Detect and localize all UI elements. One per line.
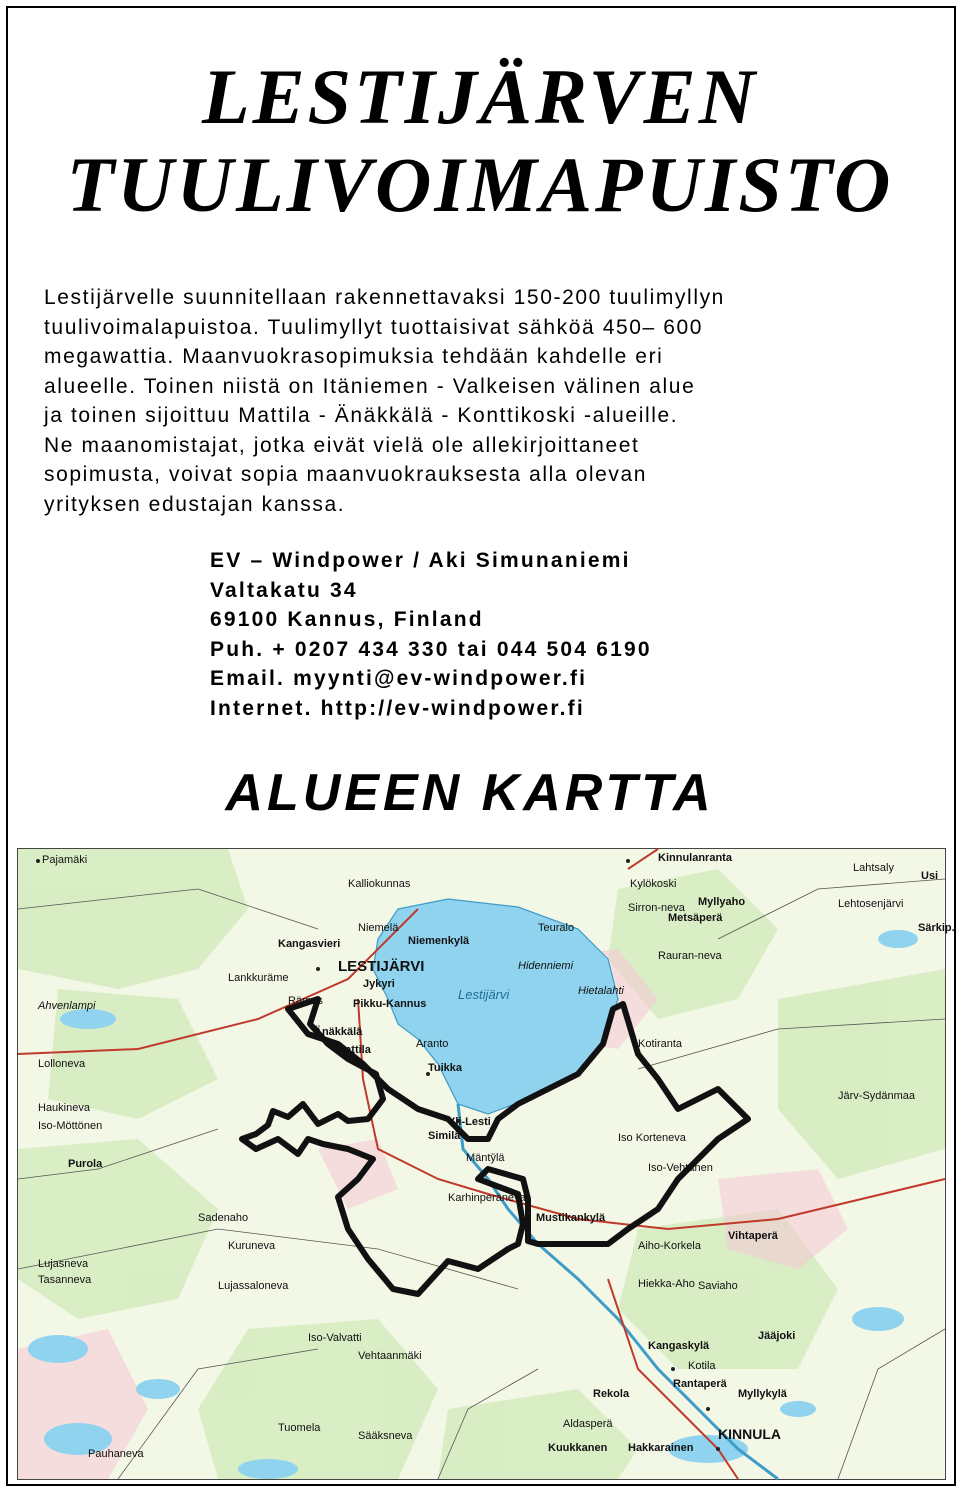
contact-block [210, 546, 652, 723]
contact-phone: Puh. + 0207 434 330 tai 044 504 6190 [210, 637, 652, 661]
map-label-yliesti: Yli-Lesti [448, 1116, 491, 1128]
map-title: ALUEEN KARTTA [225, 764, 715, 822]
map-label-hiekkaaho: Hiekka-Aho [638, 1278, 695, 1290]
map-label-pikkukannus: Pikku-Kannus [353, 998, 427, 1010]
map-canvas [18, 849, 955, 1479]
title-line-1: LESTIJÄRVEN [201, 53, 759, 140]
map-label-jarvsydanmaa: Järv-Sydänmaa [838, 1090, 916, 1102]
map-label-raurannevä: Rauran-neva [658, 950, 722, 962]
map-label-anakkala: Änäkkälä [314, 1026, 363, 1038]
contact-internet[interactable]: Internet. http://ev-windpower.fi [210, 696, 585, 720]
map-label-lujasneva: Lujasneva [38, 1258, 89, 1270]
map-label-kylkoski: Kylökoski [630, 878, 677, 890]
map-label-rekola: Rekola [593, 1388, 630, 1400]
map-label-purola: Purola [68, 1158, 103, 1170]
map-label-lestijarvi-lake: Lestijärvi [458, 987, 510, 1002]
map-label-hietalahti: Hietalahti [578, 985, 624, 997]
map-label-lestijarvi: LESTIJÄRVI [338, 958, 425, 975]
map-label-isomottonen: Iso-Möttönen [38, 1120, 103, 1132]
map-label-karhinperaneva: Karhinperäneva [448, 1192, 526, 1204]
intro-paragraph: Lestijärvelle suunnitellaan rakennettavaksi 150-200 tuulimyllyn tuulivoimalapuistoa. Tuulimyllyt tuottaisivat sähköä 450– 600 megawattia. Maanvuokrasopimuksia tehdään kahdelle eri alueelle. Toinen niistä on Itäniemen - Valkeisen välinen alue ja toinen sijoittuu Mattila - Änäkkälä - Konttikoski -alueille. Ne maanomistajat, jotka eivät vielä ole allekirjoittaneet sopimusta, voivat sopia maanvuokrauksesta alla olevan yrityksen edustajan kanssa. [44, 286, 725, 516]
map-label-lujassaloneva: Lujassaloneva [218, 1280, 289, 1292]
area-map [17, 848, 955, 1480]
map-label-aranto: Aranto [416, 1038, 449, 1050]
map-label-myllykyla: Myllykylä [738, 1388, 787, 1400]
map-label-saviaho: Saviaho [698, 1280, 738, 1292]
map-label-lehtosenjarvi: Lehtosenjärvi [838, 898, 904, 910]
map-label-kotiranta: Kotiranta [638, 1038, 683, 1050]
map-label-metsapera: Metsäperä [668, 912, 723, 924]
map-label-jaajoki: Jääjoki [758, 1330, 796, 1342]
map-label-rames: Rämes [288, 995, 323, 1007]
map-label-vihtapera: Vihtaperä [728, 1230, 778, 1242]
map-label-rantapera: Rantaperä [673, 1378, 727, 1390]
map-label-mustikankyla: Mustikankylä [536, 1212, 606, 1224]
map-label-sirronneva: Sirron-neva [628, 902, 685, 914]
contact-city: 69100 Kannus, Finland [210, 608, 484, 631]
map-label-usi: Usi [921, 870, 939, 882]
map-label-myllyaho: Myllyaho [698, 896, 746, 908]
map-label-lankkurame: Lankkuräme [228, 972, 289, 984]
map-label-haukineva: Haukineva [38, 1102, 90, 1114]
map-label-kangasvieri: Kangasvieri [278, 938, 341, 950]
map-label-hidenniemi: Hidenniemi [518, 960, 574, 972]
map-label-sadenaho: Sadenaho [198, 1212, 249, 1224]
map-label-tuomela: Tuomela [278, 1422, 321, 1434]
map-label-ahvenlampi: Ahvenlampi [38, 1000, 96, 1012]
map-label-tasanneva: Tasanneva [38, 1274, 92, 1286]
map-label-aldaspera: Aldasperä [563, 1418, 613, 1430]
map-label-kotila: Kotila [688, 1360, 716, 1372]
map-label-pajamaki: Pajamäki [42, 854, 88, 866]
map-label-niemela: Niemelä [358, 922, 399, 934]
map-label-kangaskyla: Kangaskylä [648, 1340, 710, 1352]
map-label-niemenkyla: Niemenkylä [408, 935, 470, 947]
map-label-mattila: Mattila [336, 1044, 371, 1056]
title-line-2: TUULIVOIMAPUISTO [66, 141, 894, 228]
map-label-simila: Similä [428, 1130, 461, 1142]
map-label-vehtaanmaki: Vehtaanmäki [358, 1350, 422, 1362]
contact-company: EV – Windpower / Aki Simunaniemi [210, 549, 631, 572]
map-label-isovalvatti: Iso-Valvatti [308, 1332, 362, 1344]
map-label-kuruneva: Kuruneva [228, 1240, 276, 1252]
map-label-kinnula: KINNULA [718, 1426, 781, 1442]
map-label-aihokorkela: Aiho-Korkela [638, 1240, 701, 1252]
map-label-hakkarainen: Hakkarainen [628, 1442, 694, 1454]
map-label-lahtsaly: Lahtsaly [853, 862, 894, 874]
map-label-jykyri: Jykyri [363, 978, 395, 990]
map-label-isokorteneva: Iso Korteneva [618, 1132, 686, 1144]
map-label-pauhaneva: Pauhaneva [88, 1448, 144, 1460]
contact-street: Valtakatu 34 [210, 578, 358, 602]
map-label-kinnulanranta: Kinnulanranta [658, 852, 732, 864]
map-label-saaksneva: Sääksneva [358, 1430, 413, 1442]
map-label-sarkip: Särkip. [918, 922, 955, 934]
contact-email[interactable]: Email. myynti@ev-windpower.fi [210, 667, 588, 690]
map-label-isovehtanen: Iso-Vehtanen [648, 1162, 713, 1174]
map-label-mantyla: Mänty̆lä [466, 1152, 505, 1164]
map-label-teuralo: Teuralo [538, 922, 575, 934]
map-label-kalliokunnas: Kalliokunnas [348, 878, 411, 890]
map-label-lolloneva: Lolloneva [38, 1058, 86, 1070]
map-label-kuukkanen: Kuukkanen [548, 1442, 608, 1454]
map-label-tuikka: Tuikka [428, 1062, 463, 1074]
